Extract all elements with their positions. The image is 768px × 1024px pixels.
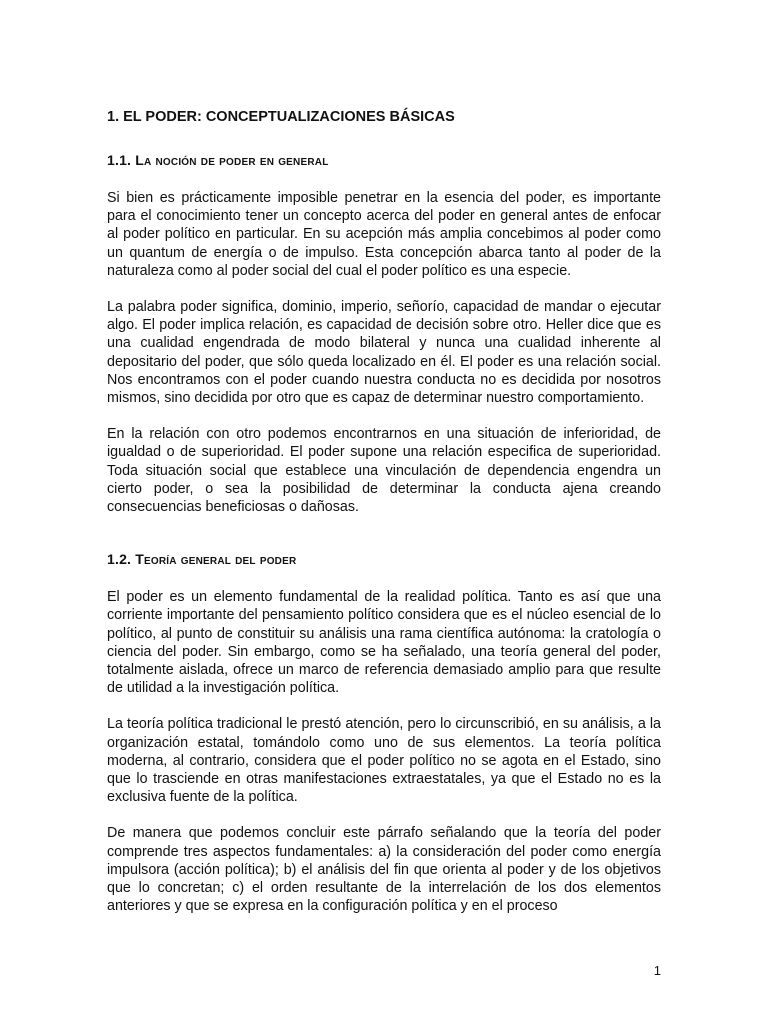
document-title: 1. EL PODER: CONCEPTUALIZACIONES BÁSICAS (107, 109, 455, 125)
section-heading-1-1: 1.1. La noción de poder en general (107, 152, 329, 168)
paragraph: El poder es un elemento fundamental de la realidad política. Tanto es así que una corriente importante del pensamiento político considera que es el núcleo esencial de lo político, al punto de constituir su análisis una rama científica autónoma: la cratología o ciencia del poder. Sin embargo, como se ha señalado, una teoría general del poder, totalmente aislada, ofrece un marco de referencia demasiado amplio para que resulte de utilidad a la investigación política. (107, 589, 661, 697)
page-number: 1 (653, 963, 661, 978)
paragraph: En la relación con otro podemos encontrarnos en una situación de inferioridad, de igualdad o de superioridad. El poder supone una relación especifica de superioridad. Toda situación social que establece una vinculación de dependencia engendra un cierto poder, o sea la posibilidad de determinar la conducta ajena creando consecuencias beneficiosas o dañosas. (107, 426, 661, 516)
document-page (107, 108, 661, 934)
paragraph: La teoría política tradicional le prestó atención, pero lo circunscribió, en su análisis, a la organización estatal, tomándolo como uno de sus elementos. La teoría política moderna, al contrario, considera que el poder político no se agota en el Estado, sino que lo trasciende en otras manifestaciones extraestatales, ya que el Estado no es la exclusiva fuente de la política. (107, 716, 661, 806)
paragraph: De manera que podemos concluir este párrafo señalando que la teoría del poder comprende tres aspectos fundamentales: a) la consideración del poder como energía impulsora (acción política); b) el análisis del fin que orienta al poder y de los objetivos que lo concretan; c) el orden resultante de la interrelación de los dos elementos anteriores y que se expresa en la configuración política y en el proceso (107, 825, 661, 915)
paragraph: La palabra poder significa, dominio, imperio, señorío, capacidad de mandar o ejecutar algo. El poder implica relación, es capacidad de decisión sobre otro. Heller dice que es una cualidad engendrada de modo bilateral y nunca una cualidad inherente al depositario del poder, que sólo queda localizado en él. El poder es una relación social. Nos encontramos con el poder cuando nuestra conducta no es decidida por nosotros mismos, sino decidida por otro que es capaz de determinar nuestro comportamiento. (107, 299, 661, 407)
paragraph: Si bien es prácticamente imposible penetrar en la esencia del poder, es importante para el conocimiento tener un concepto acerca del poder en general antes de enfocar al poder político en particular. En su acepción más amplia concebimos al poder como un quantum de energía o de impulso. Esta concepción abarca tanto al poder de la naturaleza como al poder social del cual el poder político es una especie. (107, 190, 661, 279)
section-heading-1-2: 1.2. Teoría general del poder (107, 551, 297, 568)
